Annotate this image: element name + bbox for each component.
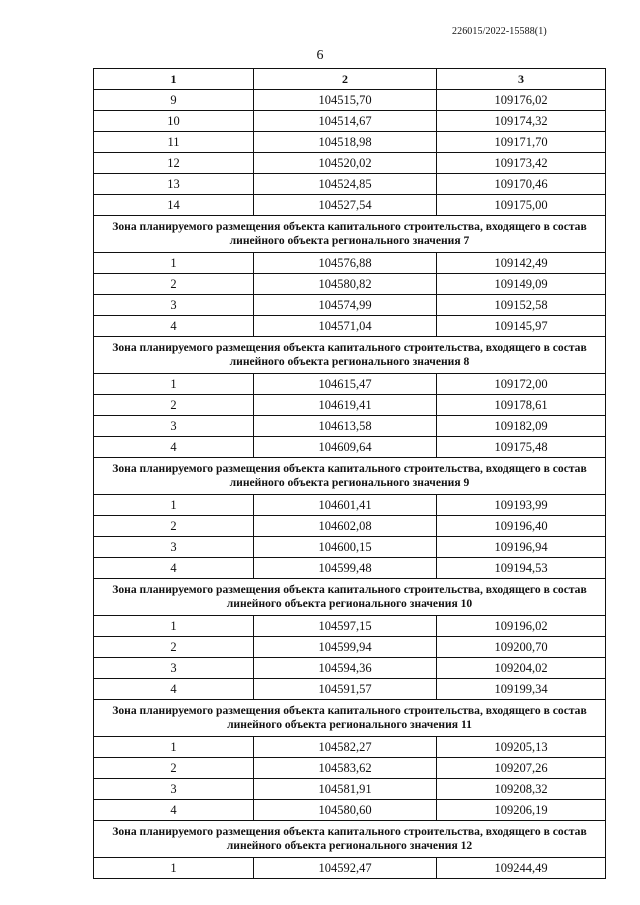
point-number-cell: 3: [94, 658, 254, 679]
x-coordinate-cell: 104580,82: [254, 274, 437, 295]
x-coordinate-cell: 104615,47: [254, 374, 437, 395]
table-row: [94, 616, 606, 637]
table-row: [94, 516, 606, 537]
table-row: [94, 132, 606, 153]
page-number: 6: [316, 48, 324, 63]
x-coordinate-cell: 104594,36: [254, 658, 437, 679]
point-number-cell: 3: [94, 416, 254, 437]
x-coordinate-cell: 104619,41: [254, 395, 437, 416]
x-coordinate-cell: 104583,62: [254, 758, 437, 779]
y-coordinate-cell: 109204,02: [437, 658, 606, 679]
point-number-cell: 4: [94, 316, 254, 337]
zone-title: Зона планируемого размещения объекта капитального строительства, входящего в состав линейного объекта регионального значения 11: [94, 700, 606, 737]
table-row: [94, 90, 606, 111]
table-row: [94, 153, 606, 174]
x-coordinate-cell: 104518,98: [254, 132, 437, 153]
x-coordinate-cell: 104571,04: [254, 316, 437, 337]
x-coordinate-cell: 104592,47: [254, 858, 437, 879]
y-coordinate-cell: 109145,97: [437, 316, 606, 337]
y-coordinate-cell: 109175,00: [437, 195, 606, 216]
point-number-cell: 4: [94, 558, 254, 579]
y-coordinate-cell: 109142,49: [437, 253, 606, 274]
zone-header-row: [94, 579, 606, 616]
y-coordinate-cell: 109170,46: [437, 174, 606, 195]
column-header-x: 2: [254, 69, 437, 90]
y-coordinate-cell: 109178,61: [437, 395, 606, 416]
point-number-cell: 1: [94, 737, 254, 758]
table-row: [94, 295, 606, 316]
x-coordinate-cell: 104524,85: [254, 174, 437, 195]
point-number-cell: 2: [94, 274, 254, 295]
zone-title: Зона планируемого размещения объекта капитального строительства, входящего в состав линейного объекта регионального значения 12: [94, 821, 606, 858]
zone-header-row: [94, 700, 606, 737]
table-row: [94, 637, 606, 658]
x-coordinate-cell: 104580,60: [254, 800, 437, 821]
point-number-cell: 3: [94, 779, 254, 800]
y-coordinate-cell: 109196,40: [437, 516, 606, 537]
column-header-y: 3: [437, 69, 606, 90]
point-number-cell: 1: [94, 374, 254, 395]
point-number-cell: 1: [94, 253, 254, 274]
y-coordinate-cell: 109200,70: [437, 637, 606, 658]
point-number-cell: 2: [94, 395, 254, 416]
x-coordinate-cell: 104591,57: [254, 679, 437, 700]
table-row: [94, 758, 606, 779]
column-header-point: 1: [94, 69, 254, 90]
zone-header-row: [94, 216, 606, 253]
y-coordinate-cell: 109172,00: [437, 374, 606, 395]
table-row: [94, 253, 606, 274]
y-coordinate-cell: 109174,32: [437, 111, 606, 132]
x-coordinate-cell: 104527,54: [254, 195, 437, 216]
y-coordinate-cell: 109207,26: [437, 758, 606, 779]
y-coordinate-cell: 109176,02: [437, 90, 606, 111]
point-number-cell: 11: [94, 132, 254, 153]
x-coordinate-cell: 104581,91: [254, 779, 437, 800]
table-row: [94, 274, 606, 295]
x-coordinate-cell: 104514,67: [254, 111, 437, 132]
table-row: [94, 658, 606, 679]
y-coordinate-cell: 109205,13: [437, 737, 606, 758]
table-row: [94, 195, 606, 216]
x-coordinate-cell: 104597,15: [254, 616, 437, 637]
x-coordinate-cell: 104600,15: [254, 537, 437, 558]
y-coordinate-cell: 109194,53: [437, 558, 606, 579]
table-row: [94, 111, 606, 132]
table-row: [94, 174, 606, 195]
y-coordinate-cell: 109175,48: [437, 437, 606, 458]
point-number-cell: 9: [94, 90, 254, 111]
x-coordinate-cell: 104582,27: [254, 737, 437, 758]
x-coordinate-cell: 104520,02: [254, 153, 437, 174]
y-coordinate-cell: 109149,09: [437, 274, 606, 295]
y-coordinate-cell: 109206,19: [437, 800, 606, 821]
table-row: [94, 537, 606, 558]
y-coordinate-cell: 109199,34: [437, 679, 606, 700]
y-coordinate-cell: 109193,99: [437, 495, 606, 516]
x-coordinate-cell: 104602,08: [254, 516, 437, 537]
point-number-cell: 3: [94, 537, 254, 558]
point-number-cell: 1: [94, 495, 254, 516]
point-number-cell: 1: [94, 616, 254, 637]
table-row: [94, 316, 606, 337]
table-row: [94, 737, 606, 758]
zone-title: Зона планируемого размещения объекта капитального строительства, входящего в состав линейного объекта регионального значения 7: [94, 216, 606, 253]
table-row: [94, 416, 606, 437]
table-row: [94, 800, 606, 821]
zone-header-row: [94, 458, 606, 495]
table-row: [94, 779, 606, 800]
y-coordinate-cell: 109182,09: [437, 416, 606, 437]
y-coordinate-cell: 109171,70: [437, 132, 606, 153]
x-coordinate-cell: 104599,48: [254, 558, 437, 579]
point-number-cell: 12: [94, 153, 254, 174]
point-number-cell: 2: [94, 758, 254, 779]
table-header-row: [94, 69, 606, 90]
x-coordinate-cell: 104601,41: [254, 495, 437, 516]
zone-header-row: [94, 337, 606, 374]
x-coordinate-cell: 104515,70: [254, 90, 437, 111]
y-coordinate-cell: 109173,42: [437, 153, 606, 174]
point-number-cell: 13: [94, 174, 254, 195]
zone-header-row: [94, 821, 606, 858]
y-coordinate-cell: 109196,94: [437, 537, 606, 558]
table-row: [94, 374, 606, 395]
zone-title: Зона планируемого размещения объекта капитального строительства, входящего в состав линейного объекта регионального значения 8: [94, 337, 606, 374]
table-body: [94, 90, 606, 879]
y-coordinate-cell: 109244,49: [437, 858, 606, 879]
point-number-cell: 14: [94, 195, 254, 216]
point-number-cell: 3: [94, 295, 254, 316]
y-coordinate-cell: 109208,32: [437, 779, 606, 800]
x-coordinate-cell: 104599,94: [254, 637, 437, 658]
x-coordinate-cell: 104576,88: [254, 253, 437, 274]
x-coordinate-cell: 104613,58: [254, 416, 437, 437]
document-id: 226015/2022-15588(1): [452, 26, 547, 37]
point-number-cell: 1: [94, 858, 254, 879]
table-row: [94, 395, 606, 416]
table-row: [94, 558, 606, 579]
x-coordinate-cell: 104609,64: [254, 437, 437, 458]
point-number-cell: 2: [94, 637, 254, 658]
x-coordinate-cell: 104574,99: [254, 295, 437, 316]
point-number-cell: 4: [94, 679, 254, 700]
point-number-cell: 10: [94, 111, 254, 132]
y-coordinate-cell: 109152,58: [437, 295, 606, 316]
coordinates-table: [93, 68, 606, 879]
point-number-cell: 4: [94, 800, 254, 821]
table-row: [94, 858, 606, 879]
zone-title: Зона планируемого размещения объекта капитального строительства, входящего в состав линейного объекта регионального значения 9: [94, 458, 606, 495]
y-coordinate-cell: 109196,02: [437, 616, 606, 637]
table-row: [94, 437, 606, 458]
point-number-cell: 2: [94, 516, 254, 537]
table-row: [94, 679, 606, 700]
point-number-cell: 4: [94, 437, 254, 458]
table-row: [94, 495, 606, 516]
zone-title: Зона планируемого размещения объекта капитального строительства, входящего в состав линейного объекта регионального значения 10: [94, 579, 606, 616]
